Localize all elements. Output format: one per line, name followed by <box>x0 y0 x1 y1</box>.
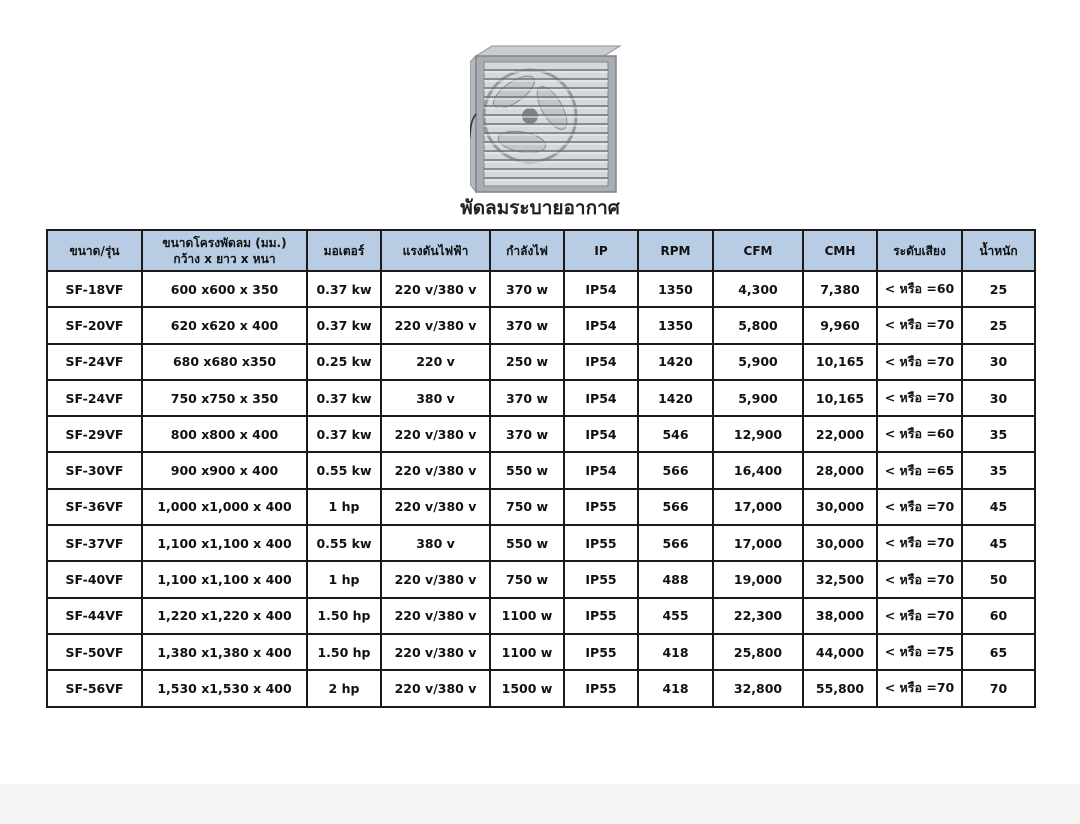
cell-frame-size: 750 x750 x 350 <box>142 380 307 416</box>
cell-model: SF-36VF <box>47 489 142 525</box>
cell-motor: 1 hp <box>307 561 381 597</box>
cell-motor: 0.37 kw <box>307 271 381 307</box>
cell-noise: < หรือ =70 <box>877 561 962 597</box>
page-title: พัดลมระบายอากาศ <box>460 197 620 219</box>
cell-cmh: 30,000 <box>803 525 877 561</box>
cell-cmh: 38,000 <box>803 598 877 634</box>
cell-model: SF-50VF <box>47 634 142 670</box>
cell-noise: < หรือ =70 <box>877 344 962 380</box>
cell-model: SF-40VF <box>47 561 142 597</box>
cell-power: 750 w <box>490 561 564 597</box>
column-header-label: แรงดันไฟฟ้า <box>402 243 469 258</box>
cell-weight: 65 <box>962 634 1035 670</box>
cell-cmh: 30,000 <box>803 489 877 525</box>
cell-cfm: 5,900 <box>713 344 803 380</box>
cell-noise: < หรือ =65 <box>877 452 962 488</box>
cell-motor: 0.37 kw <box>307 380 381 416</box>
bottom-band <box>0 784 1080 824</box>
cell-cfm: 5,800 <box>713 307 803 343</box>
cell-voltage: 220 v/380 v <box>381 634 490 670</box>
cell-power: 750 w <box>490 489 564 525</box>
cell-cfm: 22,300 <box>713 598 803 634</box>
cell-power: 370 w <box>490 416 564 452</box>
table-header <box>47 230 1035 271</box>
cell-voltage: 220 v/380 v <box>381 416 490 452</box>
cell-rpm: 1420 <box>638 344 713 380</box>
column-header-voltage <box>381 230 490 271</box>
column-header-power <box>490 230 564 271</box>
cell-weight: 45 <box>962 489 1035 525</box>
cell-motor: 0.37 kw <box>307 416 381 452</box>
cell-motor: 0.55 kw <box>307 525 381 561</box>
column-header-label: ระดับเสียง <box>893 243 946 258</box>
cell-cfm: 12,900 <box>713 416 803 452</box>
cell-voltage: 220 v <box>381 344 490 380</box>
cell-power: 370 w <box>490 271 564 307</box>
column-header-sublabel: กว้าง x ยาว x หนา <box>173 251 276 266</box>
cell-ip: IP54 <box>564 307 638 343</box>
column-header-motor <box>307 230 381 271</box>
cell-power: 550 w <box>490 525 564 561</box>
table-row <box>47 271 1035 307</box>
cell-frame-size: 800 x800 x 400 <box>142 416 307 452</box>
cell-ip: IP54 <box>564 380 638 416</box>
cell-model: SF-24VF <box>47 380 142 416</box>
cell-rpm: 566 <box>638 525 713 561</box>
column-header-label: CMH <box>824 243 856 258</box>
cell-ip: IP55 <box>564 598 638 634</box>
column-header-cmh <box>803 230 877 271</box>
cell-power: 370 w <box>490 380 564 416</box>
cell-cfm: 17,000 <box>713 489 803 525</box>
column-header-noise <box>877 230 962 271</box>
column-header-label: มอเตอร์ <box>323 243 365 258</box>
cell-weight: 25 <box>962 271 1035 307</box>
cell-cmh: 28,000 <box>803 452 877 488</box>
cell-noise: < หรือ =70 <box>877 670 962 706</box>
table-row <box>47 525 1035 561</box>
cell-motor: 2 hp <box>307 670 381 706</box>
cell-cmh: 10,165 <box>803 344 877 380</box>
spec-table <box>46 229 1036 708</box>
cell-rpm: 418 <box>638 634 713 670</box>
cell-cmh: 10,165 <box>803 380 877 416</box>
cell-weight: 30 <box>962 344 1035 380</box>
cell-cfm: 32,800 <box>713 670 803 706</box>
table-row <box>47 307 1035 343</box>
cell-power: 550 w <box>490 452 564 488</box>
cell-cfm: 16,400 <box>713 452 803 488</box>
table-row <box>47 598 1035 634</box>
cell-motor: 0.37 kw <box>307 307 381 343</box>
cell-frame-size: 1,100 x1,100 x 400 <box>142 525 307 561</box>
cell-cmh: 44,000 <box>803 634 877 670</box>
cell-frame-size: 1,100 x1,100 x 400 <box>142 561 307 597</box>
cell-weight: 70 <box>962 670 1035 706</box>
table-body <box>47 271 1035 707</box>
cell-voltage: 380 v <box>381 525 490 561</box>
cell-voltage: 220 v/380 v <box>381 598 490 634</box>
table-row <box>47 561 1035 597</box>
column-header-model <box>47 230 142 271</box>
cell-cmh: 32,500 <box>803 561 877 597</box>
cell-ip: IP55 <box>564 489 638 525</box>
cell-power: 1100 w <box>490 634 564 670</box>
table-row <box>47 416 1035 452</box>
cell-frame-size: 1,000 x1,000 x 400 <box>142 489 307 525</box>
cell-model: SF-44VF <box>47 598 142 634</box>
column-header-label: กำลังไฟ <box>506 243 548 258</box>
cell-cfm: 5,900 <box>713 380 803 416</box>
cell-model: SF-56VF <box>47 670 142 706</box>
cell-voltage: 220 v/380 v <box>381 489 490 525</box>
cell-model: SF-37VF <box>47 525 142 561</box>
cell-weight: 30 <box>962 380 1035 416</box>
column-header-label: ขนาดโครงพัดลม (มม.) <box>162 235 287 250</box>
cell-frame-size: 680 x680 x350 <box>142 344 307 380</box>
cell-cmh: 22,000 <box>803 416 877 452</box>
column-header-rpm <box>638 230 713 271</box>
cell-rpm: 1350 <box>638 271 713 307</box>
cell-ip: IP54 <box>564 452 638 488</box>
cell-voltage: 220 v/380 v <box>381 561 490 597</box>
column-header-label: RPM <box>660 243 691 258</box>
cell-frame-size: 900 x900 x 400 <box>142 452 307 488</box>
cell-cfm: 17,000 <box>713 525 803 561</box>
column-header-label: CFM <box>743 243 773 258</box>
cell-voltage: 380 v <box>381 380 490 416</box>
table-row <box>47 452 1035 488</box>
header-row <box>47 230 1035 271</box>
cell-motor: 1.50 hp <box>307 634 381 670</box>
cell-model: SF-30VF <box>47 452 142 488</box>
cell-noise: < หรือ =60 <box>877 271 962 307</box>
cell-rpm: 546 <box>638 416 713 452</box>
cell-ip: IP55 <box>564 670 638 706</box>
cell-weight: 25 <box>962 307 1035 343</box>
cell-ip: IP54 <box>564 344 638 380</box>
column-header-frame-size <box>142 230 307 271</box>
table-row <box>47 670 1035 706</box>
cell-weight: 45 <box>962 525 1035 561</box>
cell-ip: IP55 <box>564 525 638 561</box>
cell-power: 1500 w <box>490 670 564 706</box>
cell-voltage: 220 v/380 v <box>381 271 490 307</box>
cell-motor: 1 hp <box>307 489 381 525</box>
cell-frame-size: 1,220 x1,220 x 400 <box>142 598 307 634</box>
cell-model: SF-24VF <box>47 344 142 380</box>
cell-cfm: 4,300 <box>713 271 803 307</box>
cell-power: 250 w <box>490 344 564 380</box>
cell-voltage: 220 v/380 v <box>381 452 490 488</box>
column-header-ip <box>564 230 638 271</box>
cell-model: SF-20VF <box>47 307 142 343</box>
cell-ip: IP55 <box>564 561 638 597</box>
cell-cmh: 55,800 <box>803 670 877 706</box>
cell-noise: < หรือ =70 <box>877 380 962 416</box>
cell-weight: 35 <box>962 452 1035 488</box>
cell-weight: 50 <box>962 561 1035 597</box>
cell-noise: < หรือ =70 <box>877 489 962 525</box>
cell-noise: < หรือ =70 <box>877 525 962 561</box>
exhaust-fan-icon <box>470 44 625 194</box>
cell-rpm: 488 <box>638 561 713 597</box>
cell-noise: < หรือ =75 <box>877 634 962 670</box>
cell-noise: < หรือ =70 <box>877 307 962 343</box>
cell-cmh: 7,380 <box>803 271 877 307</box>
cell-ip: IP54 <box>564 416 638 452</box>
cell-rpm: 1350 <box>638 307 713 343</box>
cell-cmh: 9,960 <box>803 307 877 343</box>
cell-frame-size: 1,380 x1,380 x 400 <box>142 634 307 670</box>
cell-model: SF-18VF <box>47 271 142 307</box>
cell-frame-size: 600 x600 x 350 <box>142 271 307 307</box>
column-header-label: ขนาด/รุ่น <box>69 243 120 258</box>
cell-rpm: 566 <box>638 452 713 488</box>
table-row <box>47 380 1035 416</box>
cell-noise: < หรือ =70 <box>877 598 962 634</box>
column-header-weight <box>962 230 1035 271</box>
cell-rpm: 566 <box>638 489 713 525</box>
column-header-label: น้ำหนัก <box>979 243 1018 258</box>
table-row <box>47 489 1035 525</box>
cell-rpm: 455 <box>638 598 713 634</box>
cell-rpm: 1420 <box>638 380 713 416</box>
cell-motor: 0.55 kw <box>307 452 381 488</box>
cell-motor: 0.25 kw <box>307 344 381 380</box>
cell-noise: < หรือ =60 <box>877 416 962 452</box>
cell-model: SF-29VF <box>47 416 142 452</box>
cell-ip: IP55 <box>564 634 638 670</box>
cell-motor: 1.50 hp <box>307 598 381 634</box>
cell-weight: 35 <box>962 416 1035 452</box>
cell-weight: 60 <box>962 598 1035 634</box>
column-header-cfm <box>713 230 803 271</box>
cell-voltage: 220 v/380 v <box>381 307 490 343</box>
cell-rpm: 418 <box>638 670 713 706</box>
cell-frame-size: 1,530 x1,530 x 400 <box>142 670 307 706</box>
cell-cfm: 19,000 <box>713 561 803 597</box>
cell-ip: IP54 <box>564 271 638 307</box>
cell-voltage: 220 v/380 v <box>381 670 490 706</box>
column-header-label: IP <box>594 243 608 258</box>
cell-cfm: 25,800 <box>713 634 803 670</box>
cell-power: 1100 w <box>490 598 564 634</box>
cell-frame-size: 620 x620 x 400 <box>142 307 307 343</box>
table-row <box>47 344 1035 380</box>
table-row <box>47 634 1035 670</box>
cell-power: 370 w <box>490 307 564 343</box>
